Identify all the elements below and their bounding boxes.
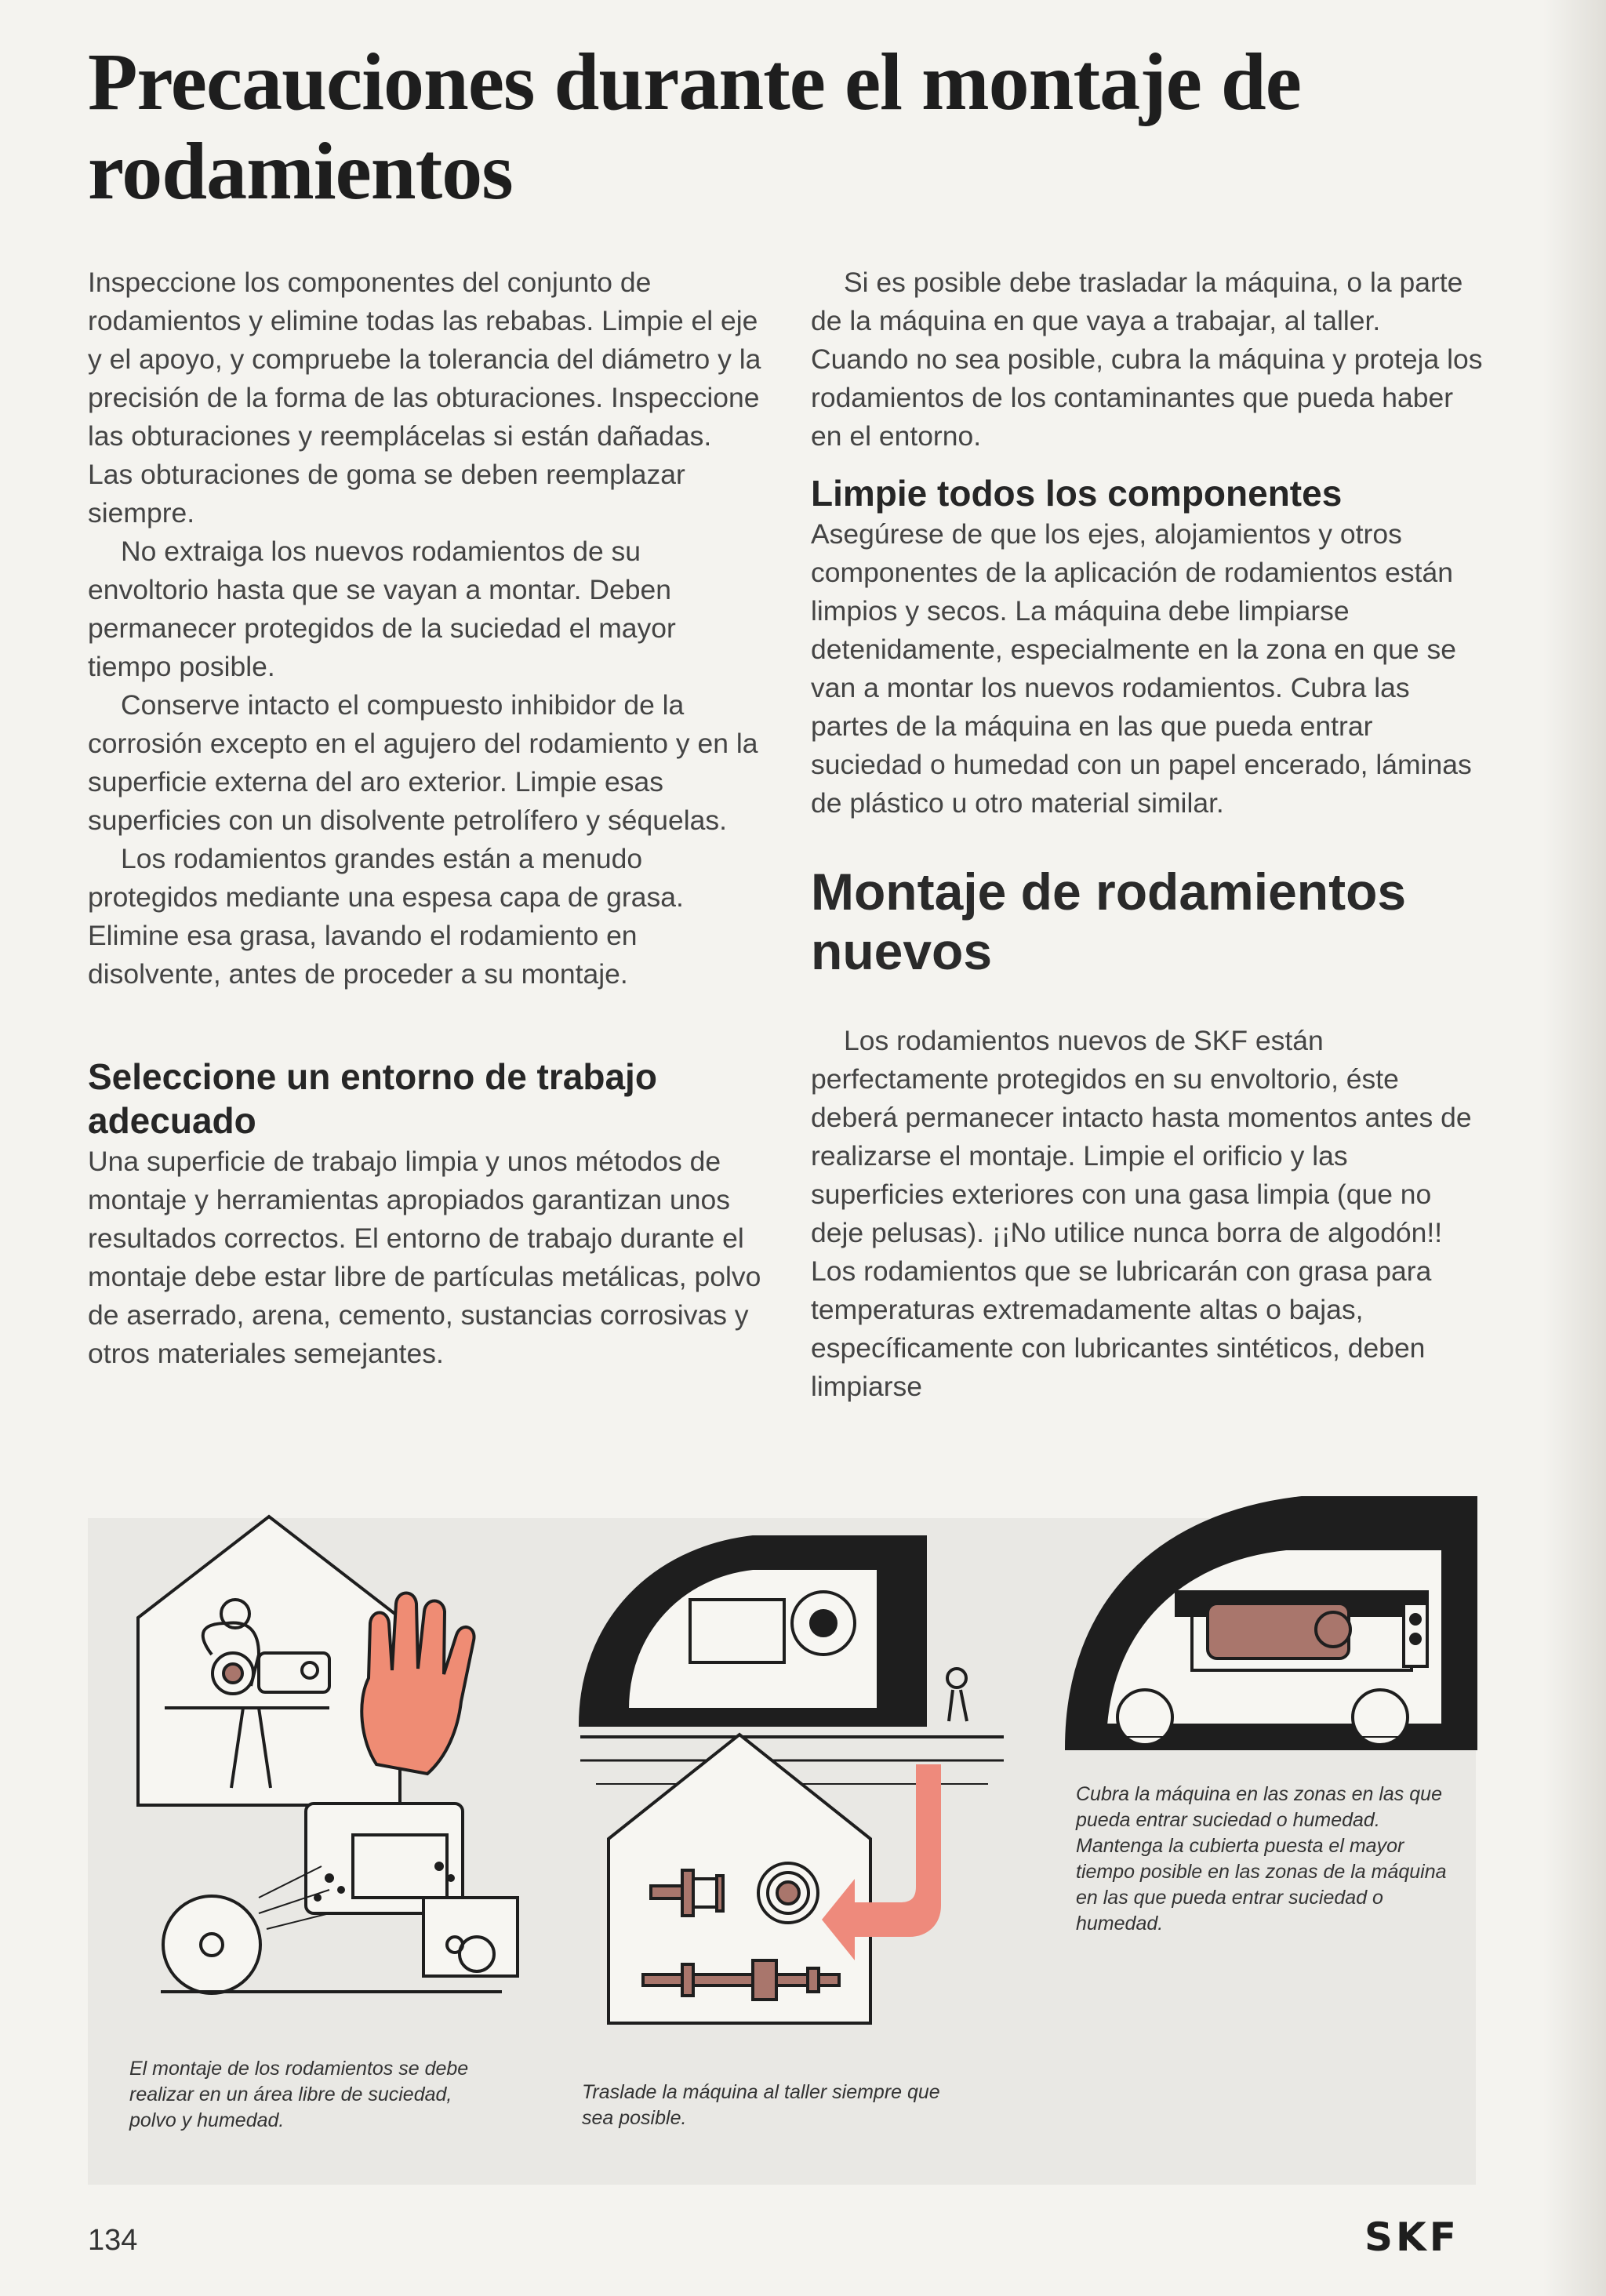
clean-workshop-house-icon	[138, 1517, 400, 1805]
caption-right: Cubra la máquina en las zonas en las que pueda entrar suciedad o humedad. Mantenga la cubierta puesta el mayor tiempo posible en las zonas de la máquina en las que pueda entrar suciedad o humedad.	[1076, 1783, 1447, 1935]
svg-text:SKF: SKF	[1364, 2216, 1459, 2257]
paragraph: No extraiga los nuevos rodamientos de su envoltorio hasta que se vayan a montar. Deben permanecer protegidos de la suciedad el mayor tiempo posible.	[88, 536, 676, 682]
section-heading-entorno: Seleccione un entorno de trabajo adecuado	[88, 1056, 657, 1141]
paragraph: Los rodamientos grandes están a menudo protegidos mediante una espesa capa de grasa. Elimine esa grasa, lavando el rodamiento en disolvente, antes de proceder a su montaje.	[88, 843, 684, 990]
paragraph: Una superficie de trabajo limpia y unos métodos de montaje y herramientas apropiados garantizan unos resultados correctos. El entorno de trabajo durante el montaje debe estar libre de partículas metálicas, polvo de aserrado, arena, cemento, sustancias corrosivas y otros materiales semejantes.	[88, 1146, 761, 1369]
paragraph: Asegúrese de que los ejes, alojamientos y otros componentes de la aplicación de rodamientos están limpios y secos. La máquina debe limpiarse detenidamente, especialmente en la zona en que se van a montar los nuevos rodamientos. Cubra las partes de la máquina en las que pueda entrar suciedad o humedad con un papel encerado, láminas de plástico u otro material similar.	[811, 518, 1472, 819]
paragraph: Conserve intacto el compuesto inhibidor de la corrosión excepto en el agujero del rodamiento y en la superficie externa del aro exterior. Limpie esas superficies con un disolvente petrolífero y séquelas.	[88, 689, 758, 836]
covered-machine-icon	[1066, 1498, 1476, 1749]
paragraph: Si es posible debe trasladar la máquina, o la parte de la máquina en que vaya a trabajar, al taller. Cuando no sea posible, cubra la máquina y proteja los rodamientos de los contaminantes que pueda haber en el entorno.	[811, 267, 1483, 452]
skf-logo	[1364, 2216, 1482, 2257]
paragraph: Los rodamientos nuevos de SKF están perfectamente protegidos en su envoltorio, éste deberá permanecer intacto hasta momentos antes de realizarse el montaje. Limpie el orificio y las superficies exteriores con una gasa limpia (que no deje pelusas). ¡¡No utilice nunca borra de algodón!! Los rodamientos que se lubricarán con grasa para temperaturas extremadamente altas o bajas, específicamente con lubricantes sintéticos, deben limpiarse	[811, 1025, 1472, 1402]
locomotive-machine-icon	[580, 1537, 1004, 1784]
caption-middle: Traslade la máquina al taller siempre que sea posible.	[582, 2081, 940, 2129]
section-heading-limpie: Limpie todos los componentes	[811, 473, 1343, 514]
workshop-house-icon	[609, 1735, 870, 2023]
section-heading-montaje: Montaje de rodamientos nuevos	[811, 863, 1407, 980]
page-title: Precauciones durante el montaje de rodamientos	[88, 37, 1301, 216]
page-number: 134	[88, 2224, 138, 2257]
paragraph: Inspeccione los componentes del conjunto de rodamientos y elimine todas las rebabas. Limpie el eje y el apoyo, y compruebe la tolerancia del diámetro y la precisión de la forma de las obturaciones. Inspeccione las obturaciones y reemplácelas si están dañadas. Las obturaciones de goma se deben reemplazar siempre.	[88, 267, 761, 529]
caption-left: El montaje de los rodamientos se debe realizar en un área libre de suciedad, polvo y humedad.	[129, 2058, 469, 2131]
stop-hand-icon	[362, 1593, 474, 1775]
dirty-machinery-icon	[161, 1804, 518, 1993]
